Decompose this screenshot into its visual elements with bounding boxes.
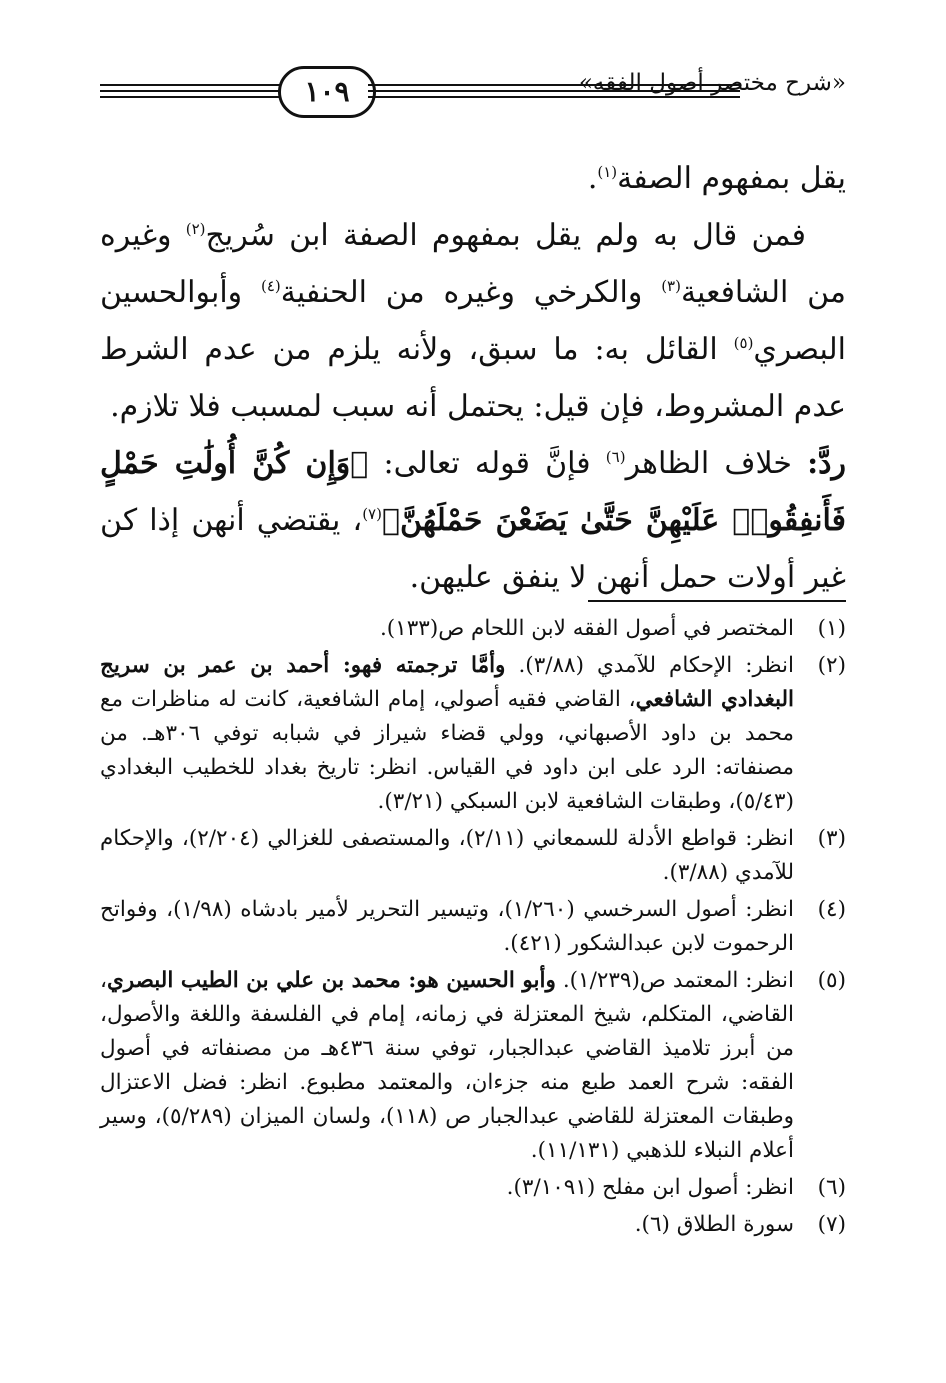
text-run: ، القاضي، المتكلم، شيخ المعتزلة في زمانه، إمام في الفلسفة واللغة والأصول، من أبرز تلاميذ القاضي عبدالجبار، توفي سنة ٤٣٦هـ من مصنفاته في أصول الفقه: شرح العمد طبع منه جزءان، والمعتمد مطبوع. انظر: فضل الاعتزال وطبقات المعتزلة للقاضي عبدالجبار ص (١١٨)، ولسان الميزان (٥/٢٨٩)، وسير أعلام النبلاء للذهبي (١١/١٣١). <box>100 968 794 1163</box>
footnote-text: انظر: قواطع الأدلة للسمعاني (٢/١١)، والمستصفى للغزالي (٢/٢٠٤)، والإحكام للآمدي (٣/٨٨). <box>100 826 794 885</box>
footnote-ref: (٣) <box>661 277 681 295</box>
text-run: انظر: الإحكام للآمدي (٣/٨٨). <box>505 653 794 678</box>
header-rule-left <box>100 96 280 98</box>
footnote-ref: (٦) <box>605 448 626 466</box>
footnote-text <box>100 649 794 819</box>
text-run: ، القاضي فقيه أصولي، إمام الشافعية، كانت له مناظرات مع محمد بن داود الأصبهاني، وولي قضاء شيراز في شبابه توفي ٣٠٦هـ. من مصنفاته: الرد على ابن داود في القياس. انظر: تاريخ بغداد للخطيب البغدادي (٥/٤٣)، وطبقات الشافعية لابن السبكي (٣/٢١). <box>100 687 794 814</box>
paragraph <box>100 150 846 207</box>
paragraph <box>100 435 846 606</box>
footnote <box>100 822 846 890</box>
lead-word: ردَّ: <box>807 446 847 481</box>
footnote-ref: (١) <box>597 163 618 181</box>
footnote-number: (٧) <box>817 1212 846 1237</box>
text-run: فإنَّ قوله تعالى: <box>368 446 606 481</box>
footnote-number: (٢) <box>817 653 846 678</box>
header-rule-left <box>100 90 280 92</box>
footnote <box>100 612 846 646</box>
text-run: خلاف الظاهر <box>625 446 808 481</box>
footnote <box>100 964 846 1168</box>
text-run: والكرخي وغيره من الحنفية <box>280 275 662 310</box>
footnote-number: (٦) <box>817 1175 846 1200</box>
footnote-number: (٣) <box>817 826 846 851</box>
footnote-text: المختصر في أصول الفقه لابن اللحام ص(١٣٣). <box>379 616 794 641</box>
footnote-divider <box>588 600 846 602</box>
main-text <box>100 150 846 606</box>
biography-name: وأمَّا ترجمته فهو: أحمد بن عمر بن سريج البغدادي الشافعي <box>100 653 794 712</box>
footnote-text: انظر: أصول السرخسي (١/٢٦٠)، وتيسير التحرير لأمير بادشاه (١/٩٨)، وفواتح الرحموت لابن عبدالشكور (٤٢١). <box>100 897 794 956</box>
footnotes <box>100 612 846 1245</box>
footnote <box>100 1171 846 1205</box>
footnote-ref: (٤) <box>260 277 281 295</box>
footnote <box>100 893 846 961</box>
text-run: يقل بمفهوم الصفة <box>617 161 846 196</box>
text-run: فمن قال به ولم يقل بمفهوم الصفة ابن سُريج <box>205 218 806 253</box>
book-title: «شرح مختصر أصول الفقه» <box>578 70 846 96</box>
biography-name: وأبو الحسين هو: محمد بن علي بن الطيب البصري <box>106 968 556 993</box>
footnote-ref: (٢) <box>185 220 206 238</box>
footnote-number: (٤) <box>817 897 846 922</box>
footnote-text <box>100 964 794 1168</box>
text-run: وأبوالحسين البصري <box>100 275 846 367</box>
text-run: ، يقتضي أنهن إذا كن غير أولات حمل أنهن لا ينفق عليهن. <box>100 503 846 595</box>
footnote <box>100 649 846 819</box>
footnote-ref: (٧) <box>362 505 382 523</box>
paragraph <box>100 207 846 435</box>
footnote-number: (٥) <box>817 968 846 993</box>
footnote <box>100 1208 846 1242</box>
text-run: . <box>587 161 598 196</box>
text-run: القائل به: ما سبق، ولأنه يلزم من عدم الشرط عدم المشروط، فإن قيل: يحتمل أنه سبب لمسبب فلا تلازم. <box>100 332 846 424</box>
header-rule-left <box>100 84 280 86</box>
footnote-ref: (٥) <box>733 334 754 352</box>
quran-verse: ﴿وَإِن كُنَّ أُولَٰتِ حَمْلٍ فَأَنفِقُوا۟ عَلَيْهِنَّ حَتَّىٰ يَضَعْنَ حَمْلَهُنَّ﴾ <box>100 446 846 538</box>
header-rule-right <box>368 96 740 98</box>
running-header <box>100 62 846 118</box>
text-run: وغيره من الشافعية <box>100 218 847 310</box>
footnote-text: انظر: أصول ابن مفلح (٣/١٠٩١). <box>506 1175 794 1200</box>
footnote-number: (١) <box>817 616 846 641</box>
page-number: ١٠٩ <box>278 66 376 118</box>
footnote-text: سورة الطلاق (٦). <box>634 1212 794 1237</box>
text-run: انظر: المعتمد ص(١/٢٣٩). <box>555 968 795 993</box>
